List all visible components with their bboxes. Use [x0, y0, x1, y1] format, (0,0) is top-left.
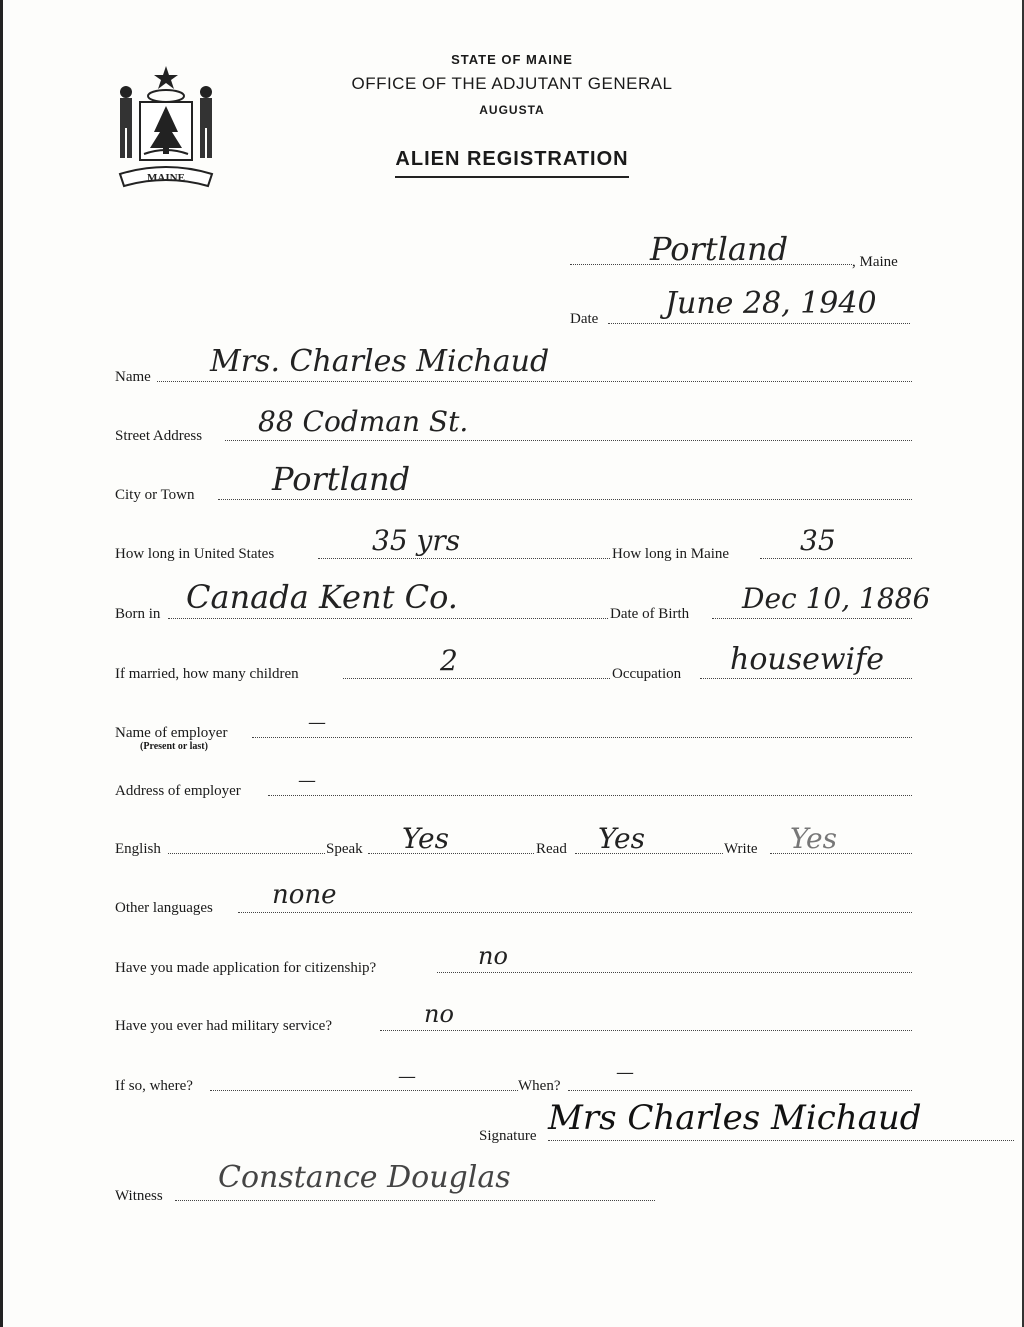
read-value: Yes — [598, 822, 645, 855]
street-label: Street Address — [115, 428, 203, 444]
children-label: If married, how many children — [115, 666, 299, 682]
employer-value: — — [308, 712, 326, 733]
speak-label: Speak — [326, 841, 363, 857]
write-value: Yes — [790, 822, 837, 855]
name-line — [157, 381, 912, 382]
signature-label: Signature — [479, 1128, 537, 1144]
street-value: 88 Codman St. — [258, 405, 469, 438]
name-label: Name — [115, 369, 151, 385]
city-value: Portland — [272, 460, 411, 498]
employer-label: Name of employer — [115, 725, 228, 741]
form-title-text: ALIEN REGISTRATION — [395, 148, 628, 178]
header-city: AUGUSTA — [479, 103, 545, 117]
page-edge-left — [0, 0, 3, 1327]
occupation-line — [700, 678, 912, 679]
employer-addr-line — [268, 795, 912, 796]
military-line — [380, 1030, 912, 1031]
header-office: OFFICE OF THE ADJUTANT GENERAL — [351, 74, 673, 93]
employer-note: (Present or last) — [140, 741, 208, 752]
town-value: Portland — [650, 230, 789, 268]
speak-value: Yes — [402, 822, 449, 855]
employer-addr-value: — — [298, 770, 316, 791]
how-long-me-line — [760, 558, 912, 559]
witness-label: Witness — [115, 1188, 163, 1204]
form-title — [0, 148, 1024, 171]
how-long-us-line — [318, 558, 610, 559]
children-value: 2 — [440, 644, 458, 677]
write-label: Write — [724, 841, 758, 857]
english-label: English — [115, 841, 161, 857]
born-in-label: Born in — [115, 606, 161, 622]
city-label: City or Town — [115, 487, 195, 503]
military-label: Have you ever had military service? — [115, 1018, 332, 1034]
speak-line — [368, 853, 534, 854]
where-line — [210, 1090, 518, 1091]
citizenship-value: no — [478, 942, 508, 970]
citizenship-label: Have you made application for citizenship? — [115, 960, 377, 976]
witness-value: Constance Douglas — [218, 1160, 511, 1195]
seal-banner-text: MAINE — [147, 172, 185, 184]
how-long-me-label: How long in Maine — [612, 546, 730, 562]
children-line — [343, 678, 610, 679]
how-long-us-label: How long in United States — [115, 546, 275, 562]
english-line — [168, 853, 325, 854]
how-long-us-value: 35 yrs — [372, 524, 461, 557]
when-value: — — [616, 1062, 634, 1083]
other-lang-label: Other languages — [115, 900, 213, 916]
when-line — [568, 1090, 912, 1091]
employer-addr-label: Address of employer — [115, 783, 241, 799]
maine-label: , Maine — [852, 254, 898, 270]
citizenship-line — [437, 972, 912, 973]
signature-value: Mrs Charles Michaud — [548, 1098, 922, 1138]
employer-line — [252, 737, 912, 738]
date-value: June 28, 1940 — [665, 286, 877, 321]
witness-line — [175, 1200, 655, 1201]
other-lang-line — [238, 912, 912, 913]
dob-line — [712, 618, 912, 619]
date-line — [608, 323, 910, 324]
occupation-value: housewife — [730, 642, 884, 677]
name-value: Mrs. Charles Michaud — [210, 344, 550, 379]
born-in-value: Canada Kent Co. — [186, 578, 458, 616]
dob-value: Dec 10, 1886 — [742, 582, 931, 615]
date-label: Date — [570, 311, 599, 327]
read-label: Read — [536, 841, 567, 857]
dob-label: Date of Birth — [610, 606, 690, 622]
city-line — [218, 499, 912, 500]
when-label: When? — [518, 1078, 561, 1094]
other-lang-value: none — [272, 880, 337, 910]
where-label: If so, where? — [115, 1078, 193, 1094]
header-state: STATE OF MAINE — [451, 52, 573, 67]
born-in-line — [168, 618, 608, 619]
how-long-me-value: 35 — [800, 524, 836, 557]
street-line — [225, 440, 912, 441]
military-value: no — [424, 1000, 454, 1028]
where-value: — — [398, 1066, 416, 1087]
occupation-label: Occupation — [612, 666, 682, 682]
signature-line — [548, 1140, 1014, 1141]
